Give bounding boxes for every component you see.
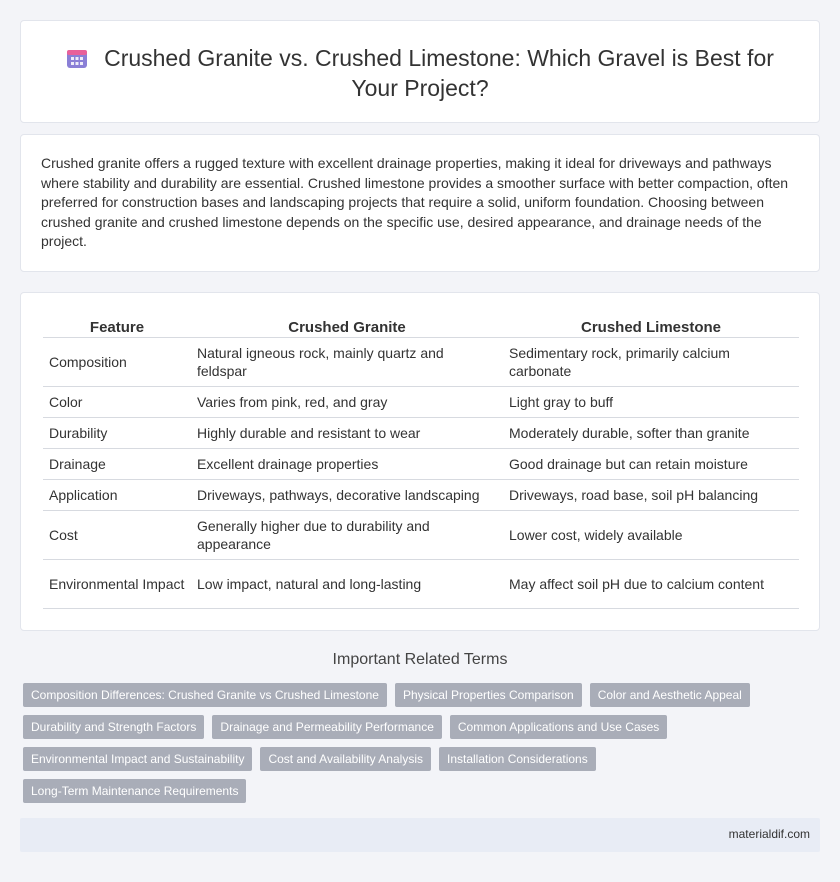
related-terms-heading: Important Related Terms	[332, 651, 508, 668]
page-title	[21, 43, 819, 103]
related-term-tag[interactable]: Installation Considerations	[439, 747, 596, 771]
granite-cell: Low impact, natural and long-lasting	[191, 559, 503, 608]
related-term-tag[interactable]: Environmental Impact and Sustainability	[23, 747, 252, 771]
feature-cell: Durability	[43, 417, 191, 448]
feature-cell: Environmental Impact	[43, 559, 191, 608]
granite-cell: Excellent drainage properties	[191, 448, 503, 479]
feature-cell: Application	[43, 479, 191, 510]
related-term-tag[interactable]: Drainage and Permeability Performance	[212, 715, 441, 739]
related-term-tag[interactable]: Physical Properties Comparison	[395, 683, 582, 707]
limestone-cell: Lower cost, widely available	[503, 510, 799, 559]
table-row	[43, 417, 799, 448]
header-crushed-granite: Crushed Granite	[191, 315, 503, 337]
comparison-card	[20, 292, 820, 631]
comparison-table	[43, 315, 799, 609]
header-crushed-limestone: Crushed Limestone	[503, 315, 799, 337]
calendar-grid-icon	[66, 47, 88, 69]
table-header-row	[43, 315, 799, 337]
limestone-cell: Sedimentary rock, primarily calcium carbonate	[503, 337, 799, 386]
related-term-tag[interactable]: Long-Term Maintenance Requirements	[23, 779, 246, 803]
table-row	[43, 510, 799, 559]
feature-cell: Color	[43, 386, 191, 417]
granite-cell: Generally higher due to durability and appearance	[191, 510, 503, 559]
limestone-cell: May affect soil pH due to calcium content	[503, 559, 799, 608]
title-card	[20, 20, 820, 123]
table-row	[43, 448, 799, 479]
header-feature: Feature	[43, 315, 191, 337]
related-term-tag[interactable]: Durability and Strength Factors	[23, 715, 204, 739]
intro-paragraph: Crushed granite offers a rugged texture with excellent drainage properties, making it ideal for driveways and pathways where stability and durability are essential. Crushed limestone provides a smoother surface with better compaction, often preferred for construction bases and landscaping projects that require a solid, uniform foundation. Choosing between crushed granite and crushed limestone depends on the specific use, desired appearance, and drainage needs of the project.	[41, 155, 789, 250]
feature-cell: Cost	[43, 510, 191, 559]
limestone-cell: Light gray to buff	[503, 386, 799, 417]
limestone-cell: Moderately durable, softer than granite	[503, 417, 799, 448]
footer-bar	[20, 818, 820, 852]
feature-cell: Composition	[43, 337, 191, 386]
granite-cell: Driveways, pathways, decorative landscaping	[191, 479, 503, 510]
table-row	[43, 386, 799, 417]
table-row	[43, 337, 799, 386]
feature-cell: Drainage	[43, 448, 191, 479]
granite-cell: Varies from pink, red, and gray	[191, 386, 503, 417]
table-row	[43, 479, 799, 510]
granite-cell: Highly durable and resistant to wear	[191, 417, 503, 448]
related-terms-list	[23, 683, 783, 811]
footer-site-link[interactable]: materialdif.com	[728, 827, 810, 841]
related-term-tag[interactable]: Composition Differences: Crushed Granite vs Crushed Limestone	[23, 683, 387, 707]
related-term-tag[interactable]: Common Applications and Use Cases	[450, 715, 667, 739]
related-term-tag[interactable]: Color and Aesthetic Appeal	[590, 683, 750, 707]
limestone-cell: Driveways, road base, soil pH balancing	[503, 479, 799, 510]
limestone-cell: Good drainage but can retain moisture	[503, 448, 799, 479]
related-term-tag[interactable]: Cost and Availability Analysis	[260, 747, 431, 771]
intro-card	[20, 134, 820, 272]
granite-cell: Natural igneous rock, mainly quartz and feldspar	[191, 337, 503, 386]
table-row	[43, 559, 799, 608]
page-title-text: Crushed Granite vs. Crushed Limestone: Which Gravel is Best for Your Project?	[104, 45, 774, 101]
